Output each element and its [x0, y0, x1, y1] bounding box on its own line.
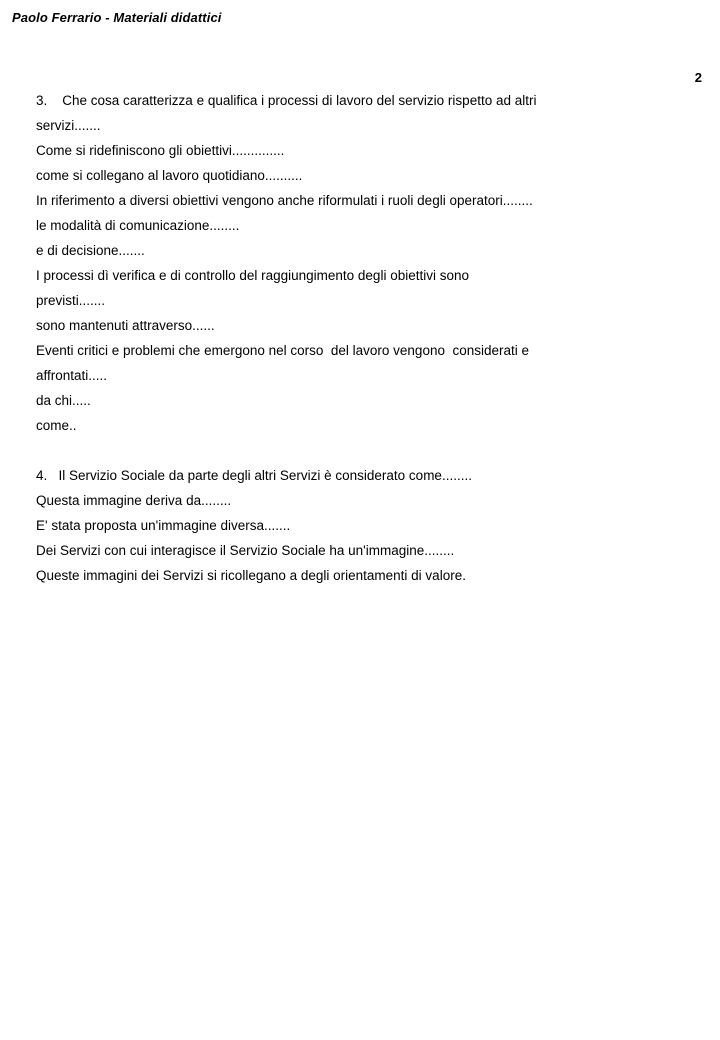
- body-line: e di decisione.......: [36, 243, 145, 258]
- body-line: In riferimento a diversi obiettivi vengono anche riformulati i ruoli degli operatori........: [36, 193, 533, 208]
- body-line: da chi.....: [36, 393, 91, 408]
- document-header-title: Paolo Ferrario - Materiali didattici: [12, 10, 222, 25]
- page-number: 2: [694, 70, 702, 85]
- body-line: Queste immagini dei Servizi si ricollegano a degli orientamenti di valore.: [36, 568, 466, 583]
- body-line: Questa immagine deriva da........: [36, 493, 232, 508]
- body-line: 4. Il Servizio Sociale da parte degli altri Servizi è considerato come........: [36, 468, 472, 483]
- body-line: E' stata proposta un'immagine diversa.......: [36, 518, 291, 533]
- body-line: servizi.......: [36, 118, 101, 133]
- body-line: Come si ridefiniscono gli obiettivi..............: [36, 143, 285, 158]
- body-line: sono mantenuti attraverso......: [36, 318, 215, 333]
- body-line: I processi dì verifica e di controllo del raggiungimento degli obiettivi sono: [36, 268, 469, 283]
- document-body: [36, 88, 686, 588]
- body-line: le modalità di comunicazione........: [36, 218, 240, 233]
- body-line: affrontati.....: [36, 368, 108, 383]
- body-line-blank: [36, 438, 686, 463]
- body-line: 3. Che cosa caratterizza e qualifica i processi di lavoro del servizio rispetto ad altri: [36, 93, 537, 108]
- body-line: come si collegano al lavoro quotidiano..........: [36, 168, 303, 183]
- body-line: previsti.......: [36, 293, 106, 308]
- body-line: Eventi critici e problemi che emergono nel corso del lavoro vengono considerati e: [36, 343, 530, 358]
- body-line: come..: [36, 418, 77, 433]
- body-line: Dei Servizi con cui interagisce il Servizio Sociale ha un'immagine........: [36, 543, 455, 558]
